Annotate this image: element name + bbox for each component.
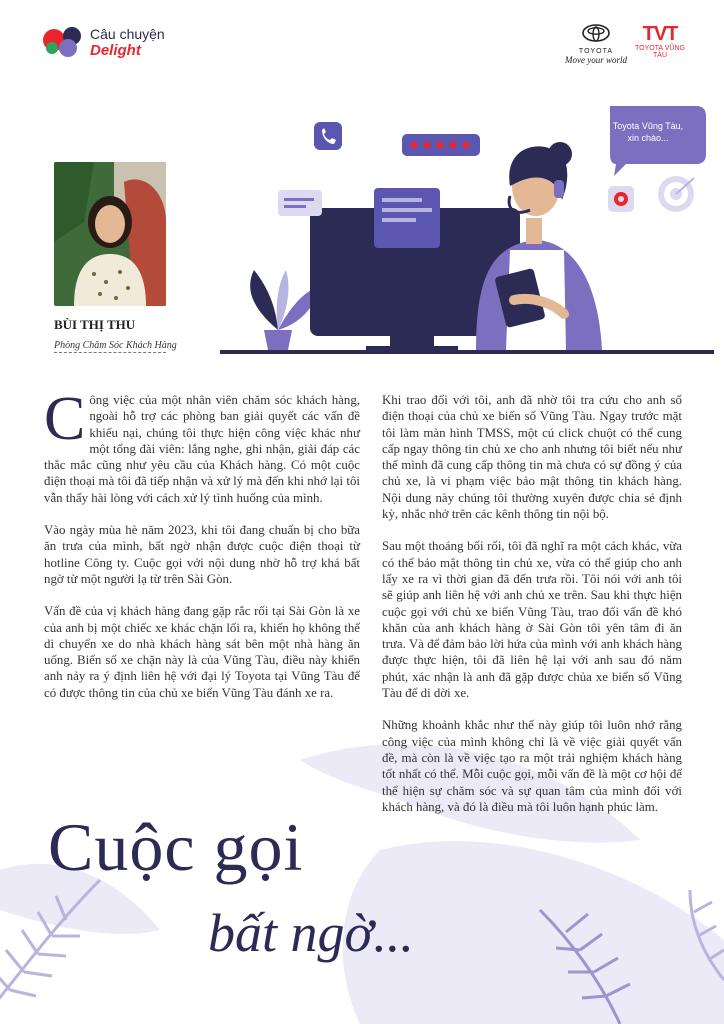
tvt-logo: [634, 24, 686, 59]
toyota-slogan: Move your world: [565, 55, 627, 65]
article-paragraph: Vào ngày mùa hè năm 2023, khi tôi đang chuẩn bị cho bữa ăn trưa của mình, bất ngờ nhận được cuộc điện thoại từ hotline Công ty. Cuộc gọi với nội dung nhờ hỗ trợ khá bất ngờ từ một người lạ từ trên Sài Gòn.: [44, 523, 360, 586]
phone-icon: [314, 122, 342, 150]
author-photo: [54, 162, 166, 306]
toyota-wordmark: TOYOTA: [578, 48, 614, 55]
author-divider: [54, 352, 166, 353]
article-paragraph: Vấn đề của vị khách hàng đang gặp rắc rối tại Sài Gòn là xe của anh bị một chiếc xe khác chặn lối ra, khiến họ không thể di chuyển xe do nhà khách hàng sát bên một nhà hàng ăn uống. Biển số xe chặn này là của Vũng Tàu, điều này khiến anh nảy ra ý định liên hệ với đại lý Toyota tại Vũng Tàu để có được thông tin của chủ xe biển Vũng Tàu đánh xe ra.: [44, 604, 360, 700]
article-paragraph: Công việc của một nhân viên chăm sóc khách hàng, ngoài hỗ trợ các phòng ban giải quyết các vấn đề khiếu nại, chúng tôi thực hiện công việc khác như một tổng đài viên: lắng nghe, ghi nhận, giải đáp các thắc mắc cũng như yêu cầu của Khách hàng. Có một cuộc điện thoại mà tôi đã tiếp nhận và xử lý mà đến khi nhớ lại tôi vẫn thấy hài lòng với cách xử lý tình huống của mình.: [44, 385, 360, 505]
article-right-column: [382, 392, 682, 831]
gear-icon: [608, 186, 634, 212]
brand-title: Câu chuyện: [90, 26, 165, 42]
toyota-emblem-icon: [582, 24, 610, 42]
target-icon: [658, 176, 694, 212]
author-name: BÙI THỊ THU: [54, 317, 136, 332]
tvt-wordmark: TOYOTA VŨNG TÀU: [635, 45, 685, 59]
dropcap: C: [44, 385, 86, 453]
article-title-line1: Cuộc gọi: [48, 809, 304, 885]
author-department: Phòng Chăm Sóc Khách Hàng: [54, 340, 177, 351]
greeting-bubble-text: Toyota Vũng Tàu, xin chào...: [612, 121, 684, 143]
chat-bubble: [278, 190, 322, 216]
article-title-line2: bất ngờ...: [208, 903, 414, 963]
article-paragraph: Những khoảnh khắc như thế này giúp tôi luôn nhớ rằng công việc của mình không chỉ là về việc giải quyết vấn đề, mà còn là về việc tạo ra một trải nghiệm khách hàng tốt nhất có thể. Mỗi cuộc gọi, mỗi vấn đề là một cơ hội để thể hiện sự chăm sóc và sự quan tâm của mình đối với khách hàng, và đó là điều mà tôi luôn hạnh phúc làm.: [382, 718, 682, 814]
toyota-logo: [560, 24, 632, 65]
article-paragraph: Khi trao đổi với tôi, anh đã nhờ tôi tra cứu cho anh số điện thoại của chủ xe biển số Vũng Tàu. Ngay trước mặt tôi làm màn hình TMSS, một cú click chuột có thể cung cấp ngay thông tin chủ xe cho anh nhưng tôi biết nếu như thế mình đã cung cấp thông tin mà chưa có sự đồng ý của chủ xe, là vi phạm việc bảo mật thông tin khách hàng. Nội dung này chúng tôi thường xuyên được chia sẻ định kỳ, nhắc nhở trên các kênh thông tin nội bộ.: [382, 393, 682, 522]
article-left-column: [44, 385, 360, 717]
tvt-mark: TVT: [642, 23, 678, 45]
plant-icon: [250, 270, 320, 350]
article-paragraph: Sau một thoáng bối rối, tôi đã nghĩ ra một cách khác, vừa có thể bảo mật thông tin chủ xe, vừa có thể giúp cho anh lấy xe ra vì thời gian đã đến trưa rồi. Tôi nói với anh tôi sẽ giúp anh liên hệ với anh chủ xe trên. Sau khi thực hiện cuộc gọi với chủ xe biển Vũng Tàu, trao đổi vấn đề khó khăn của anh khách hàng ở Sài Gòn tôi yên tâm đi ăn trưa. Và để đảm bảo lời hứa của mình với anh khách hàng được thực hiện, tôi đã liên hệ lại với anh sau đó năm phút, xác nhận là anh đã gặp được chủa xe biển số Vũng Tàu để di dời xe.: [382, 539, 682, 701]
brand-subtitle: Delight: [90, 42, 141, 59]
